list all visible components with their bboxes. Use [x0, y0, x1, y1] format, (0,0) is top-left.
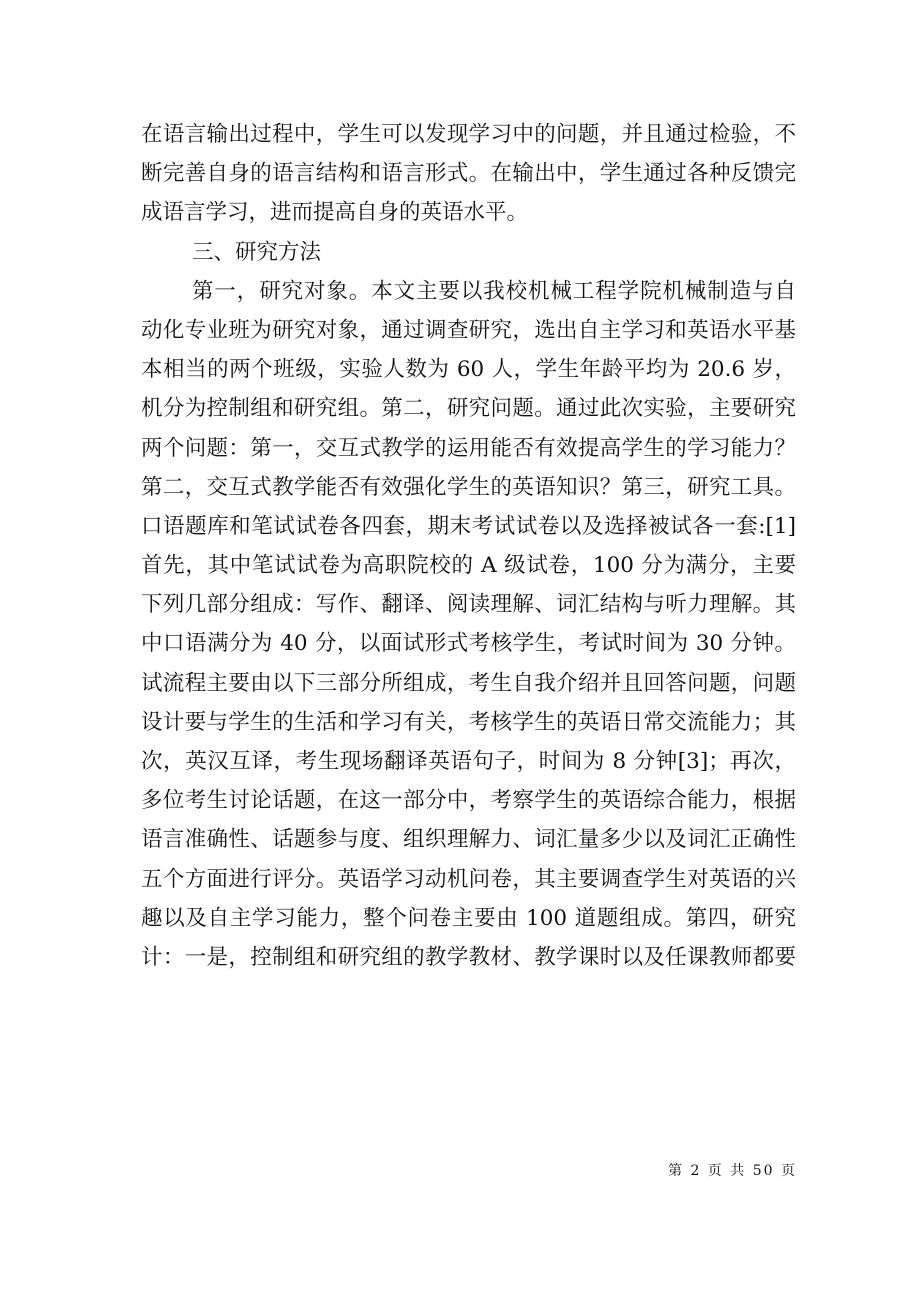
text-line: 第二，交互式教学能否有效强化学生的英语知识？第三，研究工具。	[141, 474, 796, 500]
text-line: 动化专业班为研究对象，通过调查研究，选出自主学习和英语水平基	[141, 317, 796, 343]
page-number-footer: 第 2 页 共 50 页	[668, 1163, 797, 1179]
text-line: 第一，研究对象。本文主要以我校机械工程学院机械制造与自	[192, 278, 796, 304]
text-line: 趣以及自主学习能力，整个问卷主要由 100 道题组成。第四，研究	[141, 905, 796, 931]
text-line: 试流程主要由以下三部分所组成，考生自我介绍并且回答问题，问题	[141, 670, 796, 696]
text-line: 在语言输出过程中，学生可以发现学习中的问题，并且通过检验，不	[141, 122, 796, 147]
section-heading: 三、研究方法	[192, 239, 322, 265]
text-line: 口语题库和笔试试卷各四套，期末考试试卷以及选择被试各一套:[1]	[141, 513, 796, 539]
text-line: 机分为控制组和研究组。第二，研究问题。通过此次实验，主要研究	[141, 396, 796, 422]
text-line: 两个问题：第一，交互式教学的运用能否有效提高学生的学习能力？	[141, 435, 796, 461]
text-line: 设计要与学生的生活和学习有关，考核学生的英语日常交流能力；其	[141, 709, 796, 735]
text-line: 成语言学习，进而提高自身的英语水平。	[141, 200, 529, 226]
body-text	[141, 115, 796, 977]
text-line: 多位考生讨论话题，在这一部分中，考察学生的英语综合能力，根据	[141, 788, 796, 814]
text-line: 计：一是，控制组和研究组的教学教材、教学课时以及任课教师都要	[141, 944, 796, 970]
text-line: 次，英汉互译，考生现场翻译英语句子，时间为 8 分钟[3]；再次，	[141, 749, 796, 774]
text-line: 中口语满分为 40 分，以面试形式考核学生，考试时间为 30 分钟。	[141, 631, 796, 657]
text-line: 五个方面进行评分。英语学习动机问卷，其主要调查学生对英语的兴	[141, 866, 796, 892]
text-line: 下列几部分组成：写作、翻译、阅读理解、词汇结构与听力理解。其	[141, 592, 796, 618]
text-line: 首先，其中笔试试卷为高职院校的 A 级试卷，100 分为满分，主要	[141, 553, 796, 579]
text-line: 断完善自身的语言结构和语言形式。在输出中，学生通过各种反馈完	[141, 161, 796, 187]
text-line: 语言准确性、话题参与度、组织理解力、词汇量多少以及词汇正确性	[141, 827, 796, 853]
text-line: 本相当的两个班级，实验人数为 60 人，学生年龄平均为 20.6 岁，	[141, 357, 796, 383]
